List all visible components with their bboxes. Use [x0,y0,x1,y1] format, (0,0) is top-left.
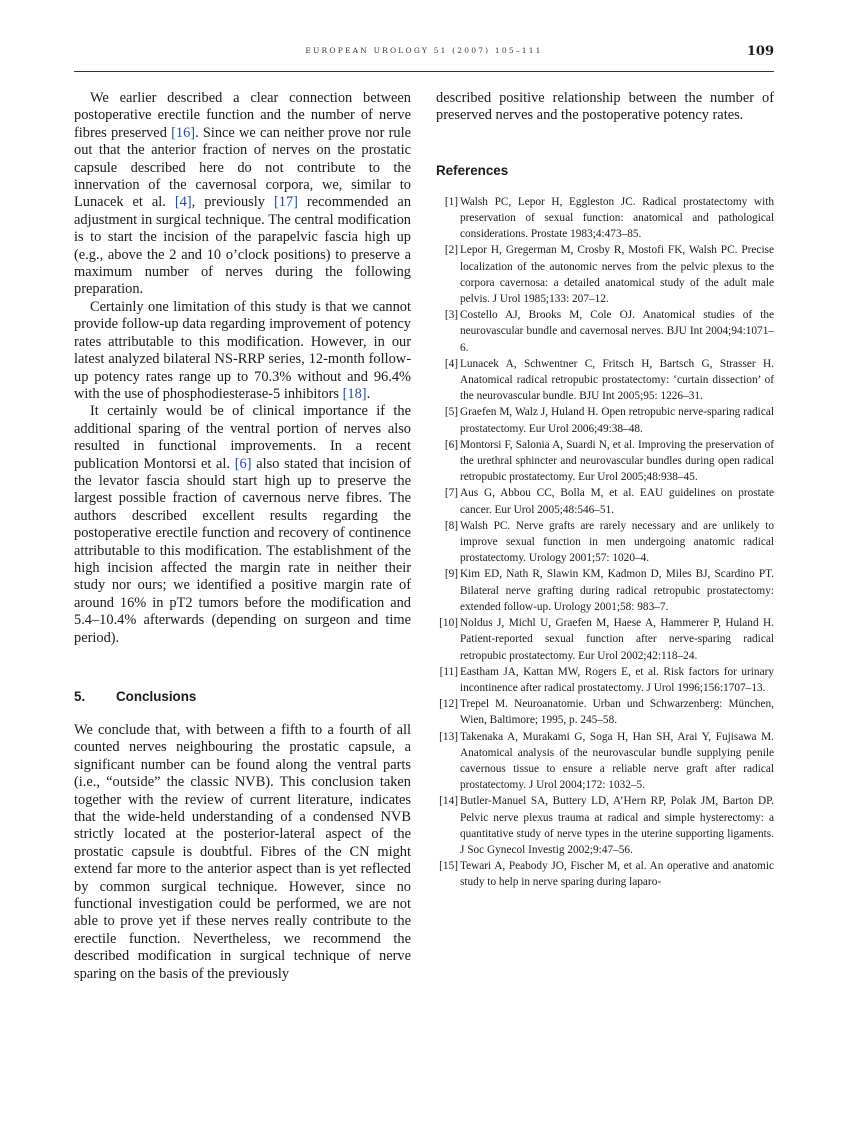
reference-item [436,858,774,890]
reference-item [436,356,774,405]
reference-number: [10] [439,617,458,630]
page-number: 109 [746,44,774,59]
reference-item [436,793,774,858]
reference-number: [8] [444,519,458,532]
reference-item [436,404,774,436]
continuation-paragraph: described positive relationship between the number of preserved nerves and the postoperative potency rates. [436,90,774,124]
reference-item [436,615,774,664]
reference-text: Butler-Manuel SA, Buttery LD, A’Hern RP, Polak JM, Barton DP. Pelvic nerve plexus trauma at radical and simple hysterectomy: a quantitative study of nerve types in the uterine supporting ligaments. J Soc Gynecol Investig 2002;9:47–56. [460,795,774,856]
paragraph-text: also stated that incision of the levator fascia should start high up to preserve the largest possible fraction of cavernous nerve fibres. The authors described excellent results regarding the postoperative erectile function and recovery of continence attributable to this modification. The establishment of the high incision affected the margin rate in neither their study nor ours; we identified a positive margin rate of around 16% in pT2 tumors before the modification and 5.4–10.4% afterwards (depending on surgeon and time period). [74,455,411,646]
reference-text: Walsh PC. Nerve grafts are rarely necessary and are unlikely to improve sexual function in men undergoing anatomic radical prostatectomy. Urology 2001;57: 1020–4. [460,519,774,565]
reference-text: Noldus J, Michl U, Graefen M, Haese A, Hammerer P, Huland H. Patient-reported sexual function after nerve-sparing radical retropubic prostatectomy. Eur Urol 2002;42:118–24. [460,617,774,662]
reference-number: [5] [444,406,458,419]
reference-item [436,664,774,696]
body-paragraph-2 [74,299,411,403]
reference-number: [3] [444,309,458,322]
reference-text: Aus G, Abbou CC, Bolla M, et al. EAU guidelines on prostate cancer. Eur Urol 2005;48:546–51. [460,487,774,516]
reference-number: [2] [444,244,458,257]
reference-text: Tewari A, Peabody JO, Fischer M, et al. An operative and anatomic study to help in nerve sparing during laparo- [460,860,774,889]
body-paragraph-1 [74,90,411,299]
reference-text: Trepel M. Neuroanatomie. Urban und Schwarzenberg: München, Wien, Baltimore; 1995, p. 245–58. [460,698,774,727]
reference-number: [11] [439,665,458,678]
conclusion-paragraph: We conclude that, with between a fifth to a fourth of all counted nerves neighbouring the prostatic capsule, a significant number can be found along the ventral parts (i.e., “outside” the classic NVB). This conclusion taken together with the review of current literature, indicates that the wide-held understanding of a condensed NVB strictly located at the posterior-lateral aspect of the prostatic capsule is doubtful. Fibres of the CN might extend far more to the anterior aspect than is yet reflected by common surgical technique. However, since no functional investigation could be performed, we are not able to prove yet if these nerves really contribute to the erectile function. Nevertheless, we recommend the described modification in surgical technique of nerve sparing on the basis of the previously [74,722,411,982]
reference-list [436,194,774,891]
reference-number: [6] [444,438,458,451]
citation-link[interactable]: [4] [174,194,192,211]
header-rule [74,71,774,72]
reference-item [436,566,774,615]
reference-item [436,696,774,728]
reference-text: Takenaka A, Murakami G, Soga H, Han SH, Arai Y, Fujisawa M. Anatomical analysis of the neurovascular bundle supplying penile cavernous tissue to ensure a reliable nerve graft after radical prostatectomy. J Urol 2004;172: 1032–5. [460,730,774,792]
reference-text: Walsh PC, Lepor H, Eggleston JC. Radical prostatectomy with preservation of sexual function: anatomical and pathological considerations. Prostate 1983;4:473–85. [460,195,774,241]
reference-text: Lepor H, Gregerman M, Crosby R, Mostofi FK, Walsh PC. Precise localization of the autonomic nerves from the pelvic plexus to the corpora cavernosa: a detailed anatomical study of the adult male pelvis. J Urol 1985;133: 207–12. [460,244,774,306]
reference-item [436,194,774,243]
citation-link[interactable]: [16] [171,124,196,141]
paragraph-text: . Since we can neither prove nor rule out that the anterior fraction of nerves on the prostatic capsule described here do not contribute to the innervation of the cavernosal corpora, we, similar to Lunacek et al. [74,124,411,211]
reference-text: Kim ED, Nath R, Slawin KM, Kadmon D, Miles BJ, Scardino PT. Bilateral nerve grafting during radical retropubic prostatectomy: extended follow-up. Urology 2001;58: 983–7. [460,568,774,613]
reference-text: Eastham JA, Kattan MW, Rogers E, et al. Risk factors for urinary incontinence after radical prostatectomy. J Urol 1996;156:1707–13. [460,665,774,694]
reference-number: [14] [439,795,458,808]
paragraph-text: . [366,385,371,402]
running-header [74,44,774,66]
citation-link[interactable]: [18] [342,385,367,402]
reference-number: [15] [439,860,458,873]
reference-number: [4] [444,357,458,370]
section-heading [74,689,411,704]
citation-link[interactable]: [17] [273,194,298,211]
reference-text: Lunacek A, Schwentner C, Fritsch H, Bartsch G, Strasser H. Anatomical radical retropubic prostatectomy: ‘curtain dissection’ of the neurovascular bundle. BJU Int 2005;95: 1226–31. [460,357,774,403]
reference-item [436,485,774,517]
left-column [74,90,411,983]
body-paragraph-3 [74,403,411,647]
paragraph-text: It certainly would be of clinical importance if the additional sparing of the ventral portion of nerves also resulted in functional improvements. In a recent publication Montorsi et al. [74,403,411,472]
section-number: 5. [74,689,86,704]
reference-number: [7] [444,487,458,500]
reference-text: Costello AJ, Brooks M, Cole OJ. Anatomical studies of the neurovascular bundle and cavernosal nerves. BJU Int 2004;94:1071–6. [460,309,774,354]
reference-number: [1] [444,195,458,208]
paragraph-text: , previously [191,194,274,211]
reference-text: Graefen M, Walz J, Huland H. Open retropubic nerve-sparing radical prostatectomy. Eur Urol 2006;49:38–48. [460,406,774,435]
citation-link[interactable]: [6] [234,455,252,472]
reference-item [436,307,774,356]
reference-item [436,518,774,567]
reference-number: [13] [439,730,458,743]
reference-number: [12] [439,698,458,711]
reference-text: Montorsi F, Salonia A, Suardi N, et al. Improving the preservation of the urethral sphincter and neurovascular bundles during open radical retropubic prostatectomy. Eur Urol 2005;48:938–45. [460,438,774,484]
reference-item [436,437,774,486]
reference-item [436,242,774,307]
paragraph-text: We earlier described a clear connection between postoperative erectile function and the number of nerve fibres preserved [74,90,411,141]
references-heading: References [436,162,509,178]
section-title: Conclusions [116,689,197,704]
paragraph-text: recommended an adjustment in surgical technique. The central modification is to start the incision of the parapelvic fascia high up (e.g., above the 2 and 10 o’clock positions) to preserve a maximum number of nerves during the following preparation. [74,194,412,298]
reference-number: [9] [444,568,458,581]
journal-citation: EUROPEAN UROLOGY 51 (2007) 105–111 [305,46,543,55]
reference-item [436,729,774,794]
paragraph-text: Certainly one limitation of this study is that we cannot provide follow-up data regarding improvement of potency rates attributable to this modification. However, in our latest analyzed bilateral NS-RRP series, 12-month follow-up potency rates range up to 70.3% without and 96.4% with the use of phosphodiesterase-5 inhibitors [74,298,411,402]
right-column [436,90,774,891]
